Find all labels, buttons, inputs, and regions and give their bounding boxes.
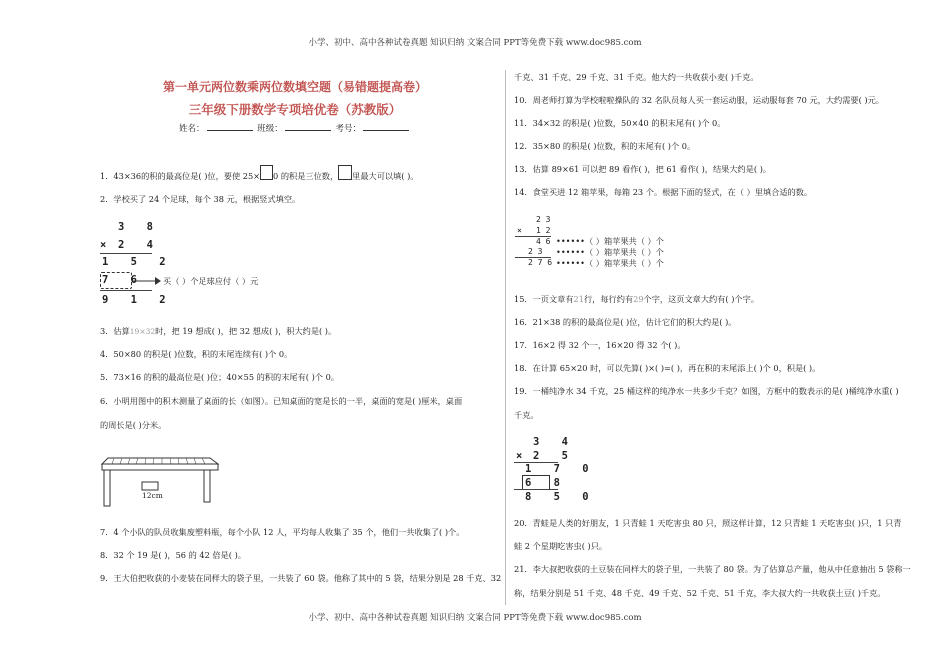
calc2-mul-sign: × xyxy=(100,239,115,251)
question-19-line2: 千克。 xyxy=(514,410,539,420)
calc14-row1: 2 3 xyxy=(536,215,551,224)
calc2-row5: 9 1 2 xyxy=(102,294,174,306)
number-label: 考号： xyxy=(335,124,361,134)
question-6-line2: 的周长是( )分米。 xyxy=(100,420,167,430)
question-3 xyxy=(100,326,336,337)
arrow-right-icon xyxy=(133,276,161,286)
q3-estimate: 19×32 xyxy=(129,327,156,336)
question-14: 14．食堂买进 12 箱苹果，每箱 23 个。根据下面的竖式，在（ ）里填合适的数。 xyxy=(514,187,813,197)
question-16: 16．21×38 的积的最高位是( )位，估计它们的积大约是( )。 xyxy=(514,317,737,327)
calc19-row3: 1 7 0 xyxy=(525,463,597,475)
student-info-line xyxy=(100,122,490,134)
number-blank[interactable] xyxy=(363,122,409,131)
question-8: 8．32 个 19 是( )，56 的 42 倍是( )。 xyxy=(100,550,246,560)
calc14-row4: 2 3 xyxy=(528,247,543,256)
question-21-line1: 21．李大叔把收获的土豆装在同样大的袋子里，一共装了 80 袋。为了估算总产量，他从中任意抽出 5 袋称一 xyxy=(514,564,911,574)
question-15 xyxy=(514,294,759,305)
calc2-row3: 1 5 2 xyxy=(102,256,174,268)
q1-box-2[interactable] xyxy=(338,165,352,180)
calc14-mul-sign: × xyxy=(517,226,522,235)
calc19-line2 xyxy=(514,489,558,490)
q3-text-a: 3．估算 xyxy=(100,326,130,336)
page-footer: 小学、初中、高中各种试卷真题 知识归纳 文案合同 PPT等免费下载 www.doc985.com xyxy=(308,613,642,623)
class-label: 班级： xyxy=(257,124,283,134)
page-subtitle: 三年级下册数学专项培优卷（苏教版） xyxy=(188,102,402,117)
question-12: 12．35×80 的积是( )位数，积的末尾有( )个 0。 xyxy=(514,141,696,151)
calc19-mul-sign: × xyxy=(516,450,531,462)
name-blank[interactable] xyxy=(207,122,253,131)
column-divider xyxy=(505,70,506,605)
calc19-row5: 8 5 0 xyxy=(525,491,597,503)
calc14-label-1: ••••••（ ）箱苹果共（ ）个 xyxy=(556,236,664,246)
calc19-row2: 2 5 xyxy=(533,450,576,462)
q1-text-b: 0 的积是三位数， xyxy=(273,171,339,181)
q15-num-2: 29 xyxy=(633,294,644,304)
calc14-label-3: ••••••（ ）箱苹果共（ ）个 xyxy=(556,258,664,268)
calc2-note: 买（ ）个足球应付（ ）元 xyxy=(163,276,259,286)
question-20-line1: 20．青蛙是人类的好朋友，1 只青蛙 1 天吃害虫 80 只，照这样计算，12 只青蛙 1 天吃害虫( )只，1 只青 xyxy=(514,518,902,528)
q15-text-c: 个字，这页文章大约有( )个字。 xyxy=(643,294,759,304)
calc14-row5: 2 7 6 xyxy=(528,258,553,267)
question-13: 13．估算 89×61 可以把 89 看作( )，把 61 看作( )，结果大约是( )。 xyxy=(514,164,772,174)
calc2-line1 xyxy=(100,253,152,254)
q1-text-c: 里最大可以填( )。 xyxy=(352,171,419,181)
question-1 xyxy=(100,165,418,182)
question-19-line1: 19．一桶纯净水 34 千克，25 桶这样的纯净水一共多少千克？如图，方框中的数表示的是( )桶纯净水重( ) xyxy=(514,386,899,396)
question-18: 18．在计算 65×20 时，可以先算( )×( )=( )，再在积的末尾添上( )个 0，积是( )。 xyxy=(514,363,821,373)
q1-box-1[interactable] xyxy=(260,165,273,180)
question-4: 4．50×80 的积是( )位数，积的末尾连续有( )个 0。 xyxy=(100,349,293,359)
page-title: 第一单元两位数乘两位数填空题（易错题提高卷） xyxy=(162,80,427,94)
question-7: 7．4 个小队的队员收集废塑料瓶，每个小队 12 人，平均每人收集了 35 个，他们一共收集了( )个。 xyxy=(100,527,465,537)
calc2-line2 xyxy=(100,290,152,291)
class-blank[interactable] xyxy=(285,122,331,131)
calc14-label-2: ••••••（ ）箱苹果共（ ）个 xyxy=(556,247,664,257)
calc19-row1: 3 4 xyxy=(533,436,576,448)
question-2: 2．学校买了 24 个足球，每个 38 元，根据竖式填空。 xyxy=(100,194,301,204)
q15-num-1: 21 xyxy=(573,294,584,304)
calc14-row3: 4 6 xyxy=(536,237,551,246)
block-icon xyxy=(142,482,158,490)
question-5: 5．73×16 的积的最高位是( )位；40×55 的积的末尾有( )个 0。 xyxy=(100,372,339,382)
question-20-line2: 蛙 2 个星期吃害虫( )只。 xyxy=(514,541,608,551)
question-9: 9．王大伯把收获的小麦装在同样大的袋子里，一共装了 60 袋。他称了其中的 5 袋，结果分别是 28 千克、32 xyxy=(100,573,502,583)
calc2-row2: 2 4 xyxy=(118,239,161,251)
name-label: 姓名： xyxy=(179,124,205,134)
q3-text-b: 时，把 19 想成( )，把 32 想成( )，积大约是( )。 xyxy=(155,326,337,336)
question-6-line1: 6．小明用图中的积木测量了桌面的长（如图）。已知桌面的宽是长的一半，桌面的宽是( )厘米，桌面 xyxy=(100,396,463,406)
question-17: 17．16×2 得 32 个一，16×20 得 32 个( )。 xyxy=(514,340,686,350)
question-21-line2: 称，结果分别是 51 千克、48 千克、49 千克、52 千克、51 千克，李大叔大约一共收获土豆( )千克。 xyxy=(514,588,886,598)
question-11: 11．34×32 的积是( )位数，50×40 的积末尾有( )个 0。 xyxy=(514,118,726,128)
page-header: 小学、初中、高中各种试卷真题 知识归纳 文案合同 PPT等免费下载 www.doc985.com xyxy=(308,38,642,48)
question-10: 10．周老师打算为学校啦啦操队的 32 名队员每人买一套运动服，运动服每套 70 元，大约需要( )元。 xyxy=(514,95,884,105)
block-label: 12cm xyxy=(142,491,163,500)
calc19-row4: 6 8 xyxy=(525,477,568,489)
q15-text-a: 15．一页文章有 xyxy=(514,294,574,304)
question-9-cont: 千克、31 千克、29 千克、31 千克。他大约一共收获小麦( )千克。 xyxy=(514,72,759,82)
q15-text-b: 行，每行约有 xyxy=(583,294,634,304)
calc2-row4: 7 6 xyxy=(102,274,145,286)
calc2-row1: 3 8 xyxy=(118,221,161,233)
calc14-row2: 1 2 xyxy=(536,226,551,235)
q1-text-a: 1．43×36的积的最高位是( )位，要使 25× xyxy=(100,171,261,181)
